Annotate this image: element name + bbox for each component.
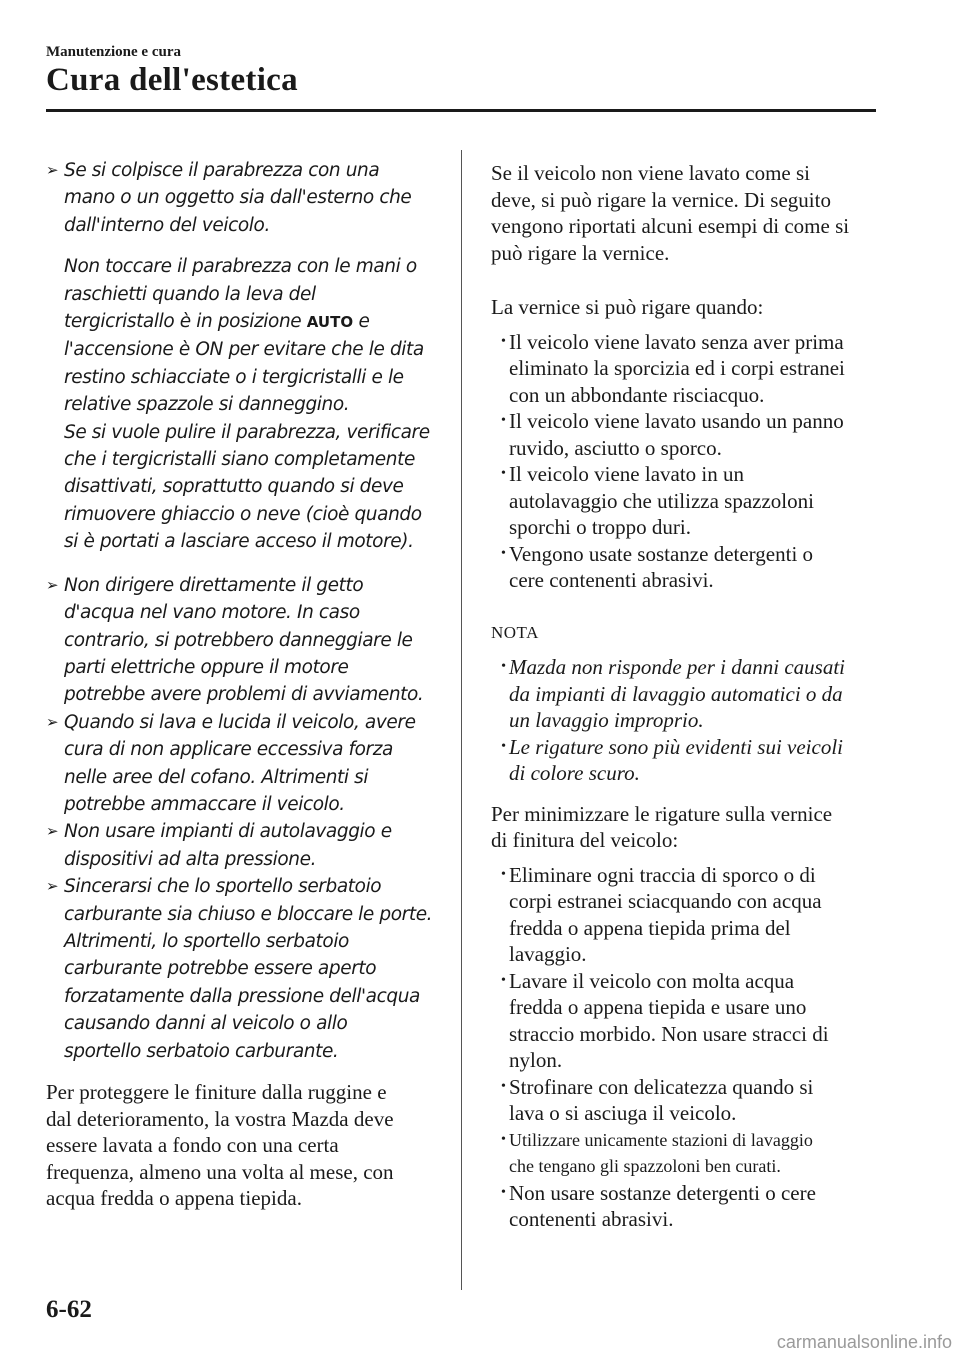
warning-item <box>46 818 441 873</box>
minimize-heading: Per minimizzare le rigature sulla vernice di finitura del veicolo: <box>491 801 833 852</box>
left-column <box>46 157 441 1212</box>
list-item: • Utilizzare unicamente stazioni di lavaggio che tengano gli spazzoloni ben curati. <box>501 1127 886 1180</box>
list-item: • Mazda non risponde per i danni causati da impianti di lavaggio automatici o da un lavaggio improprio. <box>501 655 845 732</box>
warning-text: Sincerarsi che lo sportello serbatoio carburante sia chiuso e bloccare le porte. Altrimenti, lo sportello serbatoio carburante potrebbe essere aperto forzatamente dalla pressione dell'acqua causando danni al veicolo o allo sportello serbatoio carburante. <box>64 876 433 1062</box>
list-item: • Strofinare con delicatezza quando si lava o si asciuga il veicolo. <box>501 1074 814 1125</box>
warning-text: Non dirigere direttamente il getto d'acqua nel vano motore. In caso contrario, si potrebbero danneggiare le parti elettriche oppure il motore potrebbe avere problemi di avviamento. <box>64 574 424 706</box>
title-rule <box>46 109 876 112</box>
warning-item <box>46 709 441 819</box>
wiper-text-a: Non toccare il parabrezza con le mani o raschietti quando la leva del tergicristallo è in posizione <box>64 256 417 333</box>
right-column <box>491 160 886 1233</box>
bullet-icon: • <box>501 659 506 674</box>
intro-paragraph: Se il veicolo non viene lavato come si deve, si può rigare la vernice. Di seguito vengono riportati alcuni esempi di come si può rigare la vernice. <box>491 161 850 265</box>
section-label: Manutenzione e cura <box>46 44 181 60</box>
note-heading: NOTA <box>491 622 539 642</box>
note-list <box>501 654 886 787</box>
bullet-icon: • <box>501 866 506 882</box>
minimize-list <box>501 862 886 1233</box>
warning-item <box>46 157 441 239</box>
wiper-paragraph <box>64 253 441 555</box>
bullet-icon: • <box>501 333 506 349</box>
bullet-icon: • <box>501 413 506 428</box>
arrow-icon: ➢ <box>46 161 59 179</box>
warning-item <box>46 572 441 709</box>
warning-text: Se si colpisce il parabrezza con una mano o un oggetto sia dall'esterno che dall'interno del veicolo. <box>64 160 412 236</box>
warning-item <box>46 873 441 1065</box>
scratch-heading: La vernice si può rigare quando: <box>491 295 764 319</box>
arrow-icon: ➢ <box>46 575 59 594</box>
watermark: carmanualsonline.info <box>776 1332 952 1352</box>
closing-paragraph: Per proteggere le finiture dalla ruggine e dal deterioramento, la vostra Mazda deve essere lavata a fondo con una certa frequenza, almeno una volta al mese, con acqua fredda o appena tiepida. <box>46 1080 394 1210</box>
scratch-list <box>501 329 886 594</box>
bullet-icon: • <box>501 545 506 561</box>
arrow-icon: ➢ <box>46 877 59 896</box>
warning-text: Quando si lava e lucida il veicolo, avere cura di non applicare eccessiva forza nelle aree del cofano. Altrimenti si potrebbe ammaccare il veicolo. <box>64 711 416 815</box>
arrow-icon: ➢ <box>46 822 59 841</box>
auto-label: AUTO <box>306 313 354 332</box>
list-item: • Vengono usate sostanze detergenti o cere contenenti abrasivi. <box>501 541 814 592</box>
list-item: • Il veicolo viene lavato senza aver prima eliminato la sporcizia ed i corpi estranei con un abbondante risciacquo. <box>501 329 845 407</box>
list-item: • Eliminare ogni traccia di sporco o di corpi estranei sciacquando con acqua fredda o appena tiepida prima del lavaggio. <box>501 862 822 966</box>
bullet-icon: • <box>501 972 506 988</box>
page-title: Cura dell'estetica <box>46 62 298 98</box>
bullet-icon: • <box>501 1184 506 1200</box>
list-item: • Non usare sostanze detergenti o cere contenenti abrasivi. <box>501 1180 816 1231</box>
warning-text: Non usare impianti di autolavaggio e dispositivi ad alta pressione. <box>64 821 392 870</box>
bullet-icon: • <box>501 466 506 481</box>
arrow-icon: ➢ <box>46 712 59 731</box>
bullet-icon: • <box>501 738 506 754</box>
list-item: • Il veicolo viene lavato usando un panno ruvido, asciutto o sporco. <box>501 409 844 460</box>
wiper-text-b: e l'accensione è ON per evitare che le dita restino schiacciate o i tergicristalli e le relative spazzole si danneggino. Se si vuole pulire il parabrezza, verificare che i tergicristalli siano completamente disattivati, soprattutto quando si deve rimuovere ghiaccio o neve (cioè quando si è portati a lasciare acceso il motore). <box>64 311 430 553</box>
list-item: • Il veicolo viene lavato in un autolavaggio che utilizza spazzoloni sporchi o troppo duri. <box>501 462 814 539</box>
page-number: 6-62 <box>46 1296 92 1323</box>
list-item: • Le rigature sono più evidenti sui veicoli di colore scuro. <box>501 734 844 785</box>
bullet-icon: • <box>501 1078 506 1094</box>
bullet-icon: • <box>501 1131 506 1147</box>
column-divider <box>461 150 462 1290</box>
list-item: • Lavare il veicolo con molta acqua fredda o appena tiepida e usare uno straccio morbido. Non usare stracci di nylon. <box>501 968 829 1072</box>
